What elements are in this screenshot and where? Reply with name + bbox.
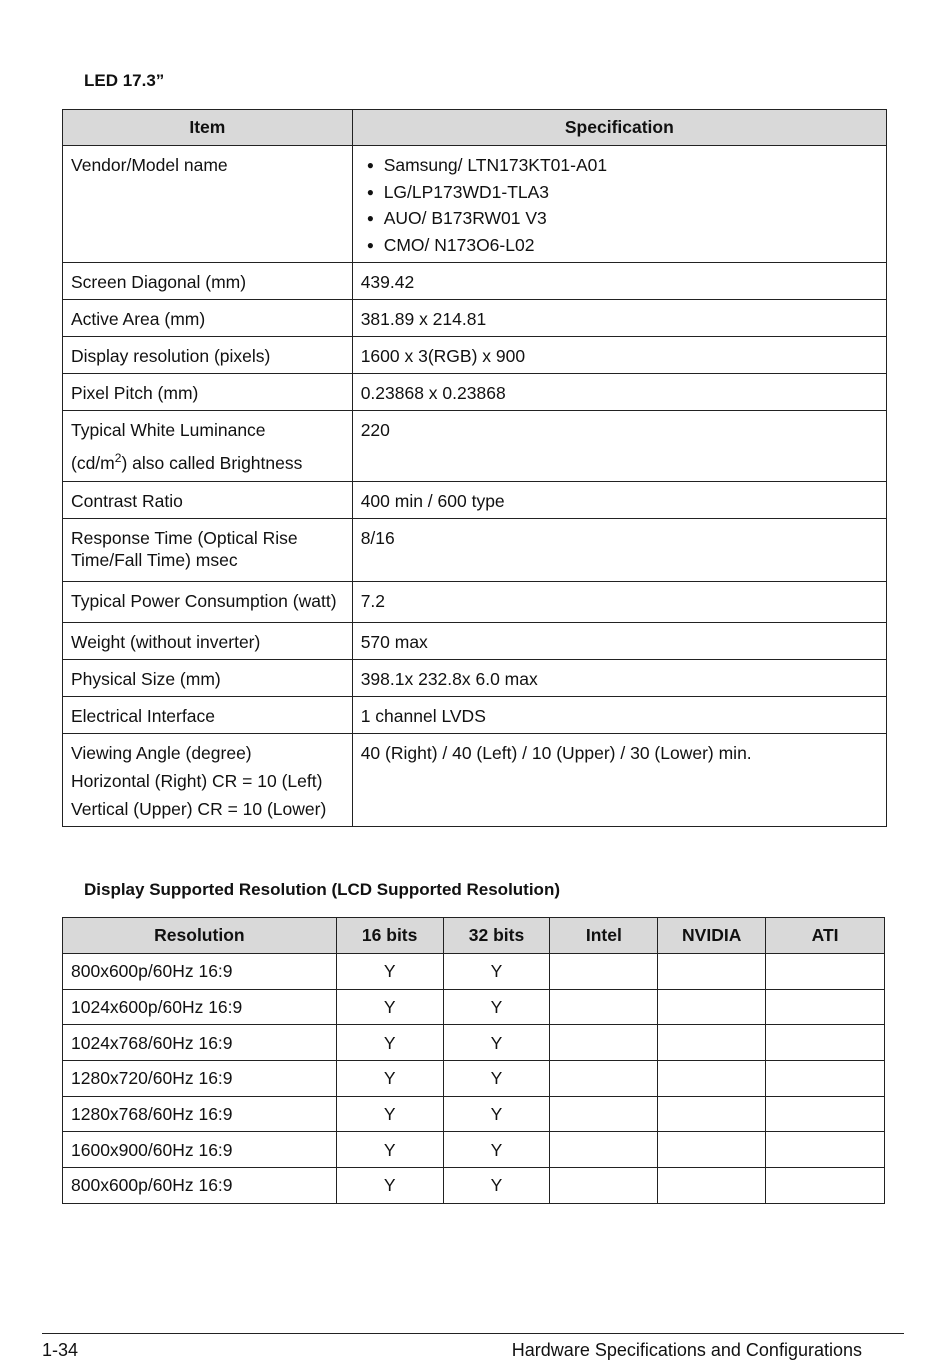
spec-item-cell: Contrast Ratio (63, 482, 353, 519)
viewing-angle-line: Vertical (Upper) CR = 10 (Lower) (71, 799, 327, 820)
flag-cell: Y (336, 1096, 443, 1132)
flag-cell (658, 1168, 766, 1204)
vendor-model: LG/LP173WD1-TLA3 (383, 181, 550, 202)
spec-row (63, 623, 887, 660)
table-row (63, 1061, 885, 1097)
spec-header-row (63, 110, 887, 146)
flag-cell: Y (336, 1061, 443, 1097)
flag-cell (658, 1096, 766, 1132)
header-resolution: Resolution (63, 918, 337, 954)
vendor-model: AUO/ B173RW01 V3 (383, 208, 547, 228)
resolution-header-row (63, 918, 885, 954)
bullet-icon: ● (366, 184, 374, 199)
vendor-list-item (367, 154, 878, 176)
spec-row (63, 582, 887, 623)
flag-cell (766, 1025, 885, 1061)
resolution-cell: 1024x600p/60Hz 16:9 (63, 989, 337, 1025)
spec-item-cell: Active Area (mm) (63, 299, 353, 336)
resolution-cell: 1280x768/60Hz 16:9 (63, 1096, 337, 1132)
spec-value-cell: 0.23868 x 0.23868 (352, 373, 886, 410)
flag-cell (658, 954, 766, 990)
resolution-table (62, 917, 885, 1204)
flag-cell (658, 1061, 766, 1097)
header-ati: ATI (766, 918, 885, 954)
spec-value-cell: 8/16 (352, 519, 886, 582)
flag-cell: Y (443, 1132, 550, 1168)
superscript: 2 (114, 450, 122, 465)
vendor-list-item (367, 181, 878, 203)
spec-item-cell: Vendor/Model name (63, 146, 353, 263)
spec-value-cell: 40 (Right) / 40 (Left) / 10 (Upper) / 30 (Lower) min. (352, 734, 886, 827)
flag-cell (550, 954, 658, 990)
table-row (63, 1132, 885, 1168)
vendor-list (361, 154, 878, 256)
vendor-list-item (367, 234, 878, 256)
section-heading-resolution: Display Supported Resolution (LCD Supported Resolution) (84, 880, 560, 899)
bullet-icon: ● (366, 158, 374, 172)
spec-value-cell: 439.42 (352, 262, 886, 299)
header-intel: Intel (550, 918, 658, 954)
spec-value-cell: 381.89 x 214.81 (352, 299, 886, 336)
spec-item-cell: Response Time (Optical Rise Time/Fall Time) msec (63, 519, 353, 582)
spec-row (63, 336, 887, 373)
flag-cell (658, 1025, 766, 1061)
flag-cell (766, 1096, 885, 1132)
spec-row (63, 697, 887, 734)
spec-value-cell: 7.2 (352, 582, 886, 623)
table-row (63, 989, 885, 1025)
resolution-cell: 800x600p/60Hz 16:9 (63, 1168, 337, 1204)
table-row (63, 1168, 885, 1204)
flag-cell: Y (443, 1025, 550, 1061)
flag-cell (658, 1132, 766, 1168)
flag-cell: Y (443, 954, 550, 990)
footer-title: Hardware Specifications and Configurations (511, 1340, 862, 1360)
flag-cell: Y (336, 989, 443, 1025)
flag-cell (766, 954, 885, 990)
flag-cell (550, 1132, 658, 1168)
luminance-label-a: Typical White Luminance (71, 419, 266, 440)
spec-value-cell: 1 channel LVDS (352, 697, 886, 734)
luminance-unit-end: ) also called Brightness (121, 452, 303, 473)
flag-cell (550, 1096, 658, 1132)
resolution-cell: 800x600p/60Hz 16:9 (63, 954, 337, 990)
spec-row (63, 373, 887, 410)
flag-cell (550, 1025, 658, 1061)
flag-cell (766, 989, 885, 1025)
flag-cell: Y (336, 954, 443, 990)
resolution-cell: 1024x768/60Hz 16:9 (63, 1025, 337, 1061)
spec-item-cell: Weight (without inverter) (63, 623, 353, 660)
bullet-icon: ● (366, 237, 374, 252)
spec-value-cell: 220 (352, 410, 886, 482)
flag-cell: Y (443, 1096, 550, 1132)
luminance-unit-line (71, 447, 344, 474)
resolution-cell: 1280x720/60Hz 16:9 (63, 1061, 337, 1097)
spec-row-vendor (63, 146, 887, 263)
flag-cell (658, 989, 766, 1025)
flag-cell (766, 1132, 885, 1168)
section-heading-led: LED 17.3” (84, 71, 165, 90)
vendor-model: CMO/ N173O6-L02 (383, 234, 535, 255)
flag-cell (550, 1061, 658, 1097)
page-number: 1-34 (42, 1340, 79, 1360)
viewing-angle-line: Horizontal (Right) CR = 10 (Left) (71, 771, 323, 792)
flag-cell (766, 1168, 885, 1204)
flag-cell: Y (443, 1061, 550, 1097)
header-nvidia: NVIDIA (658, 918, 766, 954)
table-row (63, 1096, 885, 1132)
resolution-cell: 1600x900/60Hz 16:9 (63, 1132, 337, 1168)
flag-cell (550, 989, 658, 1025)
flag-cell: Y (336, 1025, 443, 1061)
spec-item-cell: Display resolution (pixels) (63, 336, 353, 373)
flag-cell: Y (443, 989, 550, 1025)
spec-header-item: Item (63, 110, 353, 146)
spec-value-cell: 1600 x 3(RGB) x 900 (352, 336, 886, 373)
spec-item-cell (63, 410, 353, 482)
footer-divider (42, 1333, 904, 1334)
flag-cell: Y (336, 1168, 443, 1204)
table-row (63, 954, 885, 990)
spec-row (63, 519, 887, 582)
bullet-icon: ● (366, 211, 374, 225)
flag-cell (550, 1168, 658, 1204)
spec-item-cell: Pixel Pitch (mm) (63, 373, 353, 410)
spec-item-cell: Screen Diagonal (mm) (63, 262, 353, 299)
spec-row (63, 660, 887, 697)
vendor-model: Samsung/ LTN173KT01-A01 (383, 155, 608, 175)
specification-table (62, 109, 887, 827)
viewing-angle-line: Viewing Angle (degree) (71, 743, 252, 764)
spec-value-cell: 398.1x 232.8x 6.0 max (352, 660, 886, 697)
spec-row (63, 482, 887, 519)
spec-row-luminance (63, 410, 887, 482)
spec-row-viewing-angle (63, 734, 887, 827)
luminance-label-line (71, 419, 344, 441)
spec-row (63, 262, 887, 299)
spec-value-cell (352, 146, 886, 263)
luminance-unit-start: (cd/m (71, 452, 115, 473)
vendor-list-item (367, 207, 878, 229)
header-32-bits: 32 bits (443, 918, 550, 954)
spec-row (63, 299, 887, 336)
flag-cell: Y (336, 1132, 443, 1168)
spec-item-cell (63, 734, 353, 827)
table-row (63, 1025, 885, 1061)
spec-item-cell: Typical Power Consumption (watt) (63, 582, 353, 623)
spec-item-cell: Electrical Interface (63, 697, 353, 734)
spec-item-cell: Physical Size (mm) (63, 660, 353, 697)
flag-cell (766, 1061, 885, 1097)
spec-header-specification: Specification (352, 110, 886, 146)
spec-value-cell: 400 min / 600 type (352, 482, 886, 519)
header-16-bits: 16 bits (336, 918, 443, 954)
flag-cell: Y (443, 1168, 550, 1204)
spec-value-cell: 570 max (352, 623, 886, 660)
